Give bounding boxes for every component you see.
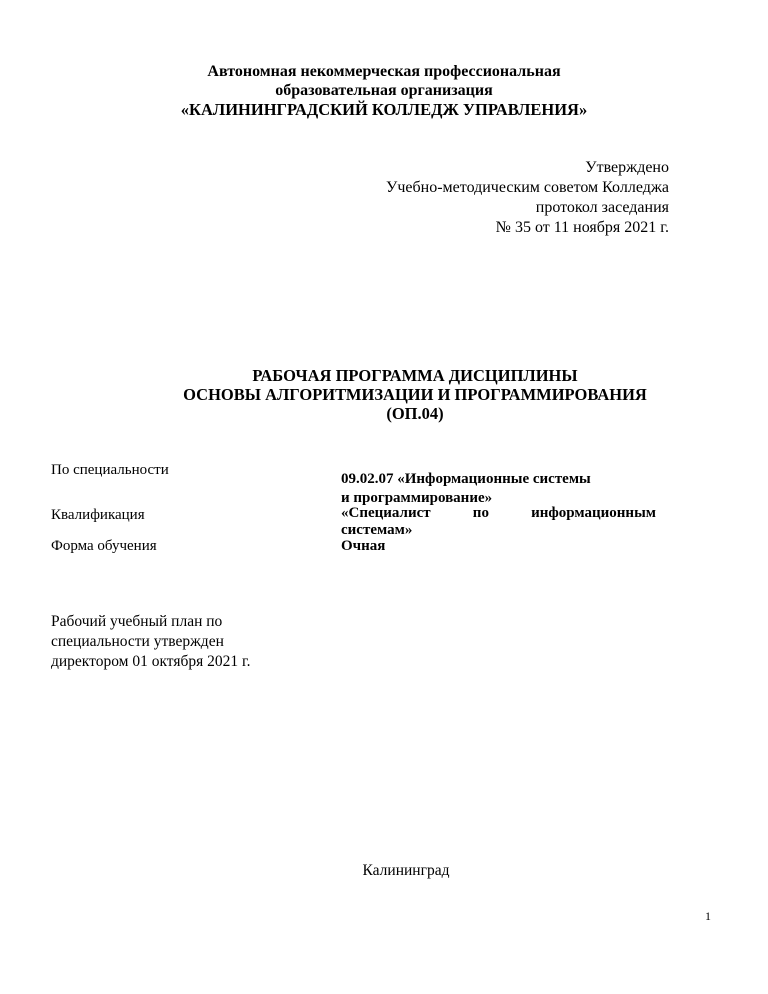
program-title xyxy=(0,366,768,423)
page-number: 1 xyxy=(705,909,711,923)
curriculum-note xyxy=(51,612,251,672)
specialty-label: По специальности xyxy=(51,462,169,478)
program-title-code: (ОП.04) xyxy=(386,404,444,423)
specialty-value-line1: 09.02.07 «Информационные системы xyxy=(341,471,591,487)
approval-protocol: протокол заседания xyxy=(535,199,669,216)
qualification-value-line1: «Специалист по информационным xyxy=(341,505,656,521)
curriculum-note-line1: Рабочий учебный план по xyxy=(51,613,223,630)
specialty-value-line2: и программирование» xyxy=(341,490,493,506)
approval-council: Учебно-методическим советом Колледжа xyxy=(386,179,669,196)
approval-word: Утверждено xyxy=(585,159,669,176)
qualification-value-line2: системам» xyxy=(341,522,413,538)
city-name: Калининград xyxy=(362,862,450,879)
program-title-line1: РАБОЧАЯ ПРОГРАММА ДИСЦИПЛИНЫ xyxy=(252,366,578,385)
organization-header xyxy=(0,62,768,119)
organization-name-line: «КАЛИНИНГРАДСКИЙ КОЛЛЕДЖ УПРАВЛЕНИЯ» xyxy=(180,100,588,119)
organization-type-line: Автономная некоммерческая профессиональная xyxy=(207,63,561,80)
approval-block xyxy=(386,158,669,238)
qualification-label: Квалификация xyxy=(51,507,145,523)
form-value: Очная xyxy=(341,538,386,554)
curriculum-note-line2: специальности утвержден xyxy=(51,633,224,650)
program-title-line2: ОСНОВЫ АЛГОРИТМИЗАЦИИ И ПРОГРАММИРОВАНИЯ xyxy=(183,385,647,404)
approval-number-date: № 35 от 11 ноября 2021 г. xyxy=(495,219,669,236)
organization-kind-line: образовательная организация xyxy=(275,82,493,99)
form-label: Форма обучения xyxy=(51,538,157,554)
curriculum-note-line3: директором 01 октября 2021 г. xyxy=(51,653,251,670)
